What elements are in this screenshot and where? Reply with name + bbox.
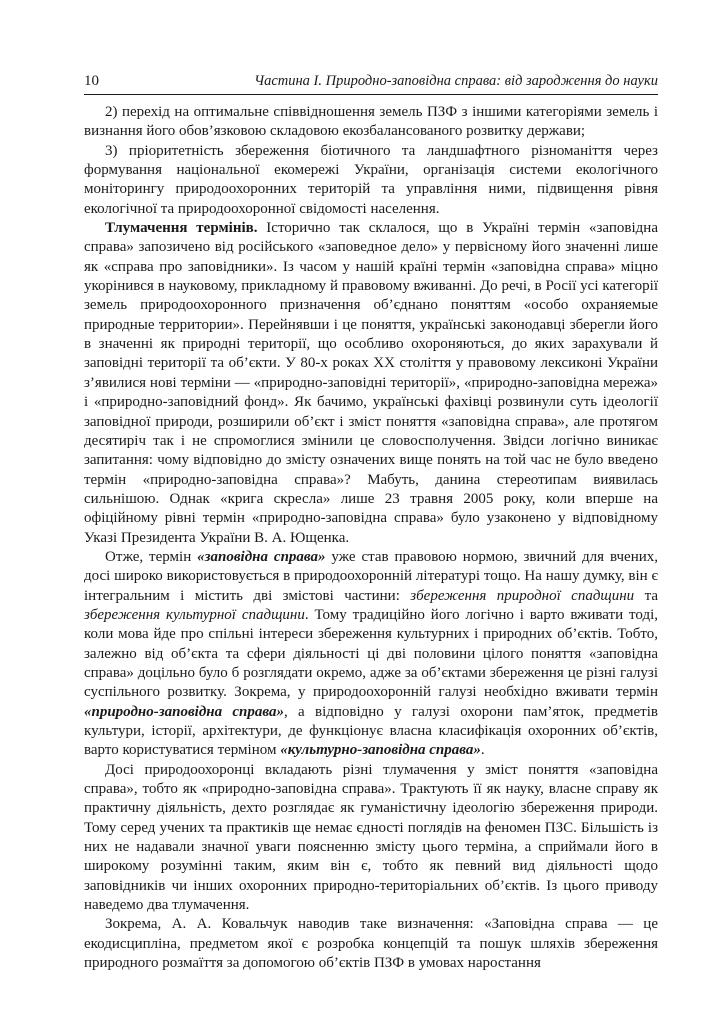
text-run: уже став правовою нормою, звичний для вчених, досі широко використовується в природоохоронній літературі тощо. На нашу думку, він є інтегральним і містить дві змістові частини: [84,548,658,604]
paragraph-terms [84,219,658,548]
text-run: . Тому традиційно його логічно і варто вживати тоді, коли мова йде про спільні інтереси збереження культурних і природних об’єктів. Тобто, залежно від об’єкта та сфери діяльності ці дві половини цілого поняття «заповідна справа» доцільно було б розглядати окремо, адже за об’єктами збереження це різні галузі суспільного розвитку. Зокрема, у природоохоронній галузі необхідно вживати термін [84,606,658,701]
page-number: 10 [84,73,99,89]
paragraph-point-3: 3) пріоритетність збереження біотичного та ландшафтного різноманіття через формування національної екомережі України, організація системи екологічного моніторингу природоохоронних територій та управління ними, підвищення рівня екологічної та природоохоронної свідомості населення. [84,142,658,217]
running-header [84,72,658,95]
paragraph-terms-text: Історично так склалося, що в Україні термін «заповідна справа» запозичено від російського «заповедное дело» у первісному його значенні лише як «справа про заповідники». Із часом у нашій країні термін «заповідна справа» міцно укорінився в науковому, прикладному й правовому вживанні. До речі, в Росії усі категорії земель природоохоронного призначення об’єднано поняттям «особо охраняемые природные территории». Перейнявши і це поняття, українські законодавці зберегли його в значенні як природні території, що особливо охороняються, до яких зарахували й заповідні території та об’єкти. У 80-х роках XX століття у правовому лексиконі України з’явилися нові терміни — «природно-заповідні території», «природно-заповідна мережа» і «природно-заповідний фонд». Як бачимо, українські фахівці розвинули суть ідеології заповідної природи, розширили об’єкт і зміст поняття «заповідна справа», але протягом десятиріч так і не спромоглися змінили це словосполучення. Звідси логічно виникає запитання: чому відповідно до змісту означених вище понять на той час не було введено термін «природно-заповідна справа»? Мабуть, данина стереотипам виявилась сильнішою. Однак «крига скресла» лише 23 травня 2005 року, коли вперше на офіційному рівні термін «природно-заповідна справа» було узаконено у відповідному Указі Президента України В. А. Ющенка. [84,220,658,546]
running-title: Частина І. Природно-заповідна справа: від зародження до науки [254,73,658,89]
text-run: , а відповідно у галузі охорони пам’яток, предметів культури, історії, архітектури, де функціонує власна класифікація охоронних об’єктів, варто користуватися терміном [84,703,658,759]
text-run: та [634,587,658,604]
body-text [84,103,658,973]
text-run: Отже, термін [105,548,198,565]
paragraph-kovalchuk: Зокрема, А. А. Ковальчук наводив таке визначення: «Заповідна справа — це екодисципліна, предметом якої є розробка концепцій та пошук шляхів збереження природного розмаїття за допомогою об’єктів ПЗФ в умовах наростання [84,916,658,972]
paragraph-interpretations: Досі природоохоронці вкладають різні тлумачення у зміст поняття «заповідна справа», тобто як «природно-заповідна справа». Трактують її як науку, власне справу як практичну діяльність, дехто розглядає як гуманістичну ідеологію збереження природи. Тому серед учених та практиків ще немає єдності поглядів на феномен ПЗС. Більшість із них не надавали значної уваги поясненню змісту цього терміна, а сприймали його в широкому розумінні таким, яким він є, тобто як певний вид діяльності щодо заповідників чи інших охоронних природно-територіальних об’єктів. Із цього приводу наведемо два тлумачення. [84,761,658,914]
section-heading: Тлумачення термінів. [105,220,258,237]
term-kulturno-zapovidna: «культурно-заповідна справа» [280,742,481,759]
paragraph-point-2: 2) перехід на оптимальне співвідношення земель ПЗФ з іншими категоріями земель і визнання його обов’язковою складовою екозбалансованого розвитку держави; [84,104,658,140]
paragraph-definition [84,548,658,761]
term-zapovidna-sprava: «заповідна справа» [197,548,326,565]
term-natural-heritage: збереження природної спадщини [410,587,635,604]
text-run: . [480,742,485,759]
term-cultural-heritage: збереження культурної спадщини [84,606,305,623]
term-pryrodno-zapovidna: «природно-заповідна справа» [84,703,284,720]
